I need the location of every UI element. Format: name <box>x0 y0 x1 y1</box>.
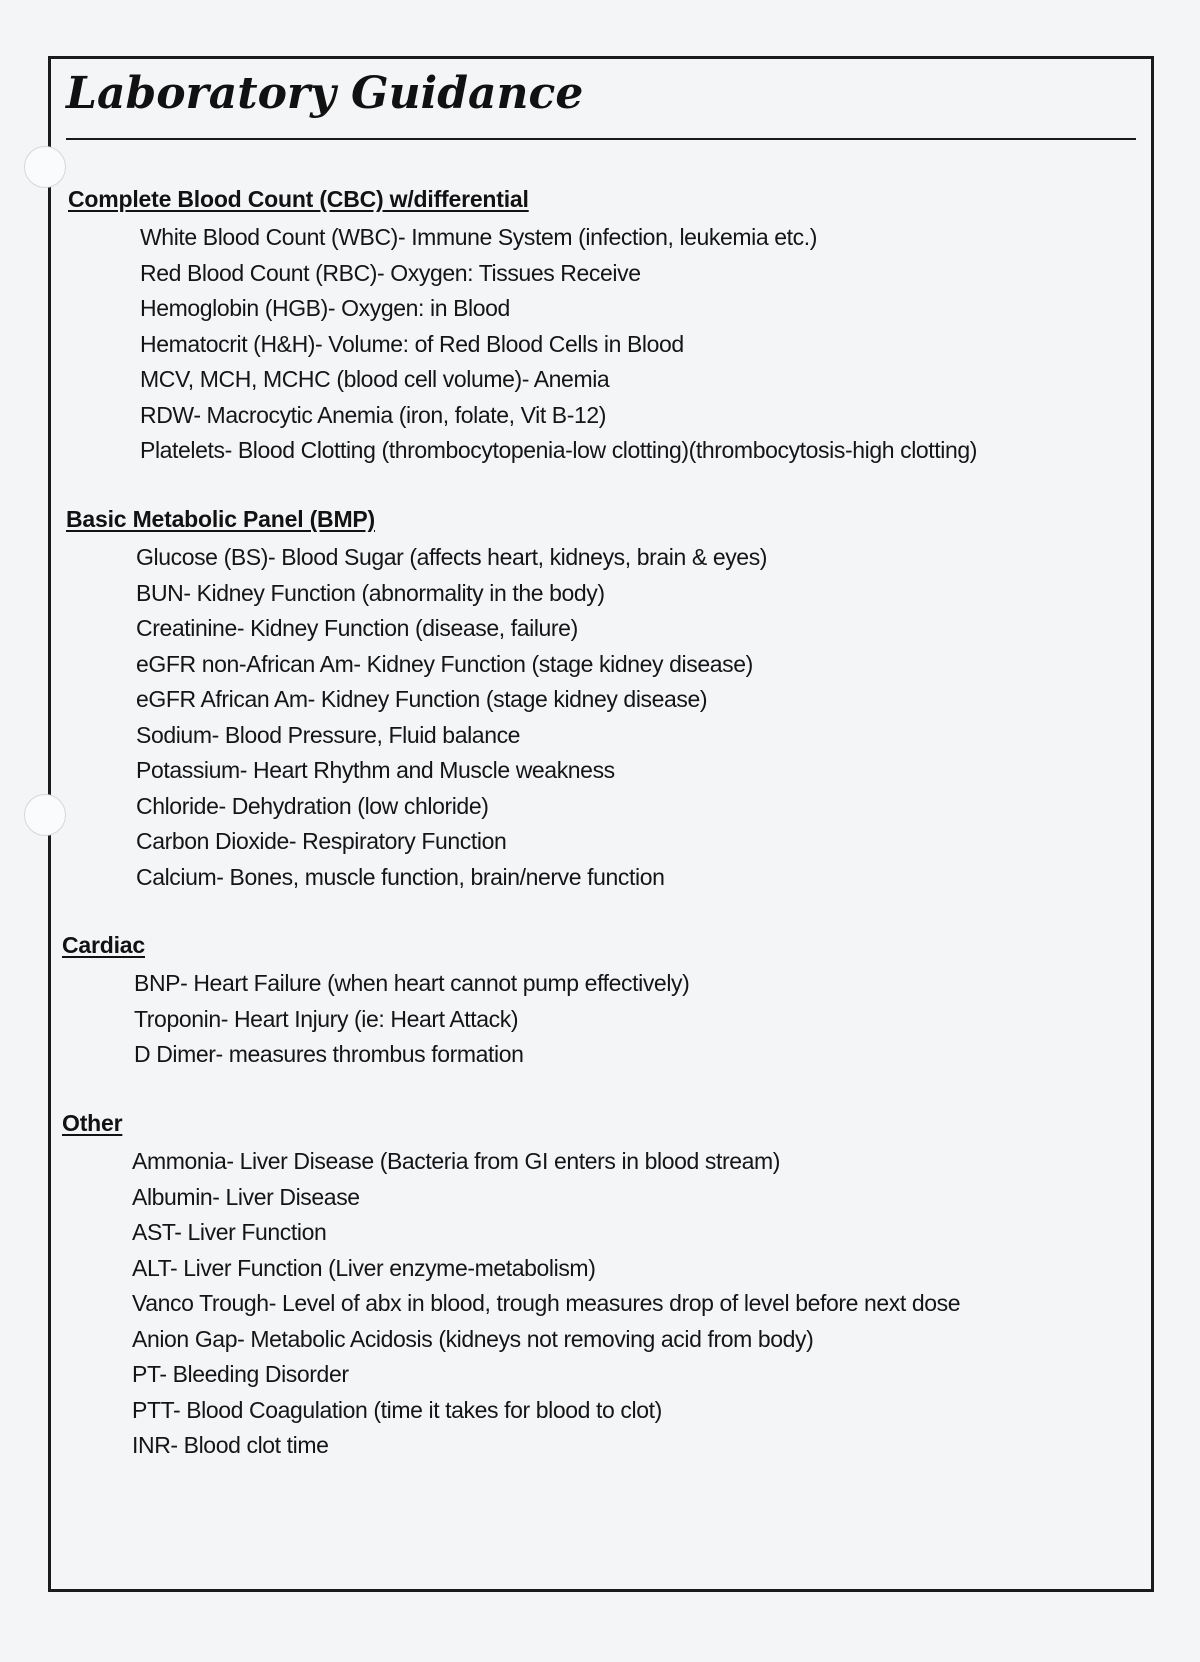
list-item: Red Blood Count (RBC)- Oxygen: Tissues Receive <box>140 259 641 286</box>
list-item: Platelets- Blood Clotting (thrombocytopenia-low clotting)(thrombocytosis-high clotting) <box>140 437 978 463</box>
list-item: Ammonia- Liver Disease (Bacteria from GI enters in blood stream) <box>132 1148 781 1174</box>
list-item: PT- Bleeding Disorder <box>132 1361 349 1387</box>
cbc-list <box>140 220 977 469</box>
section-heading-other: Other <box>62 1110 123 1136</box>
list-item: RDW- Macrocytic Anemia (iron, folate, Vit B-12) <box>140 401 607 428</box>
list-item: Hemoglobin (HGB)- Oxygen: in Blood <box>140 295 510 321</box>
punch-hole-middle <box>24 794 66 836</box>
list-item: Albumin- Liver Disease <box>132 1183 360 1210</box>
list-item: Hematocrit (H&H)- Volume: of Red Blood Cells in Blood <box>140 330 684 357</box>
list-item: White Blood Count (WBC)- Immune System (infection, leukemia etc.) <box>140 224 818 250</box>
cardiac-list <box>134 966 689 1073</box>
section-heading-cbc: Complete Blood Count (CBC) w/differential <box>68 186 529 212</box>
list-item: BNP- Heart Failure (when heart cannot pump effectively) <box>134 970 690 996</box>
list-item: Chloride- Dehydration (low chloride) <box>136 792 489 819</box>
list-item: ALT- Liver Function (Liver enzyme-metabolism) <box>132 1254 596 1281</box>
list-item: Vanco Trough- Level of abx in blood, trough measures drop of level before next dose <box>132 1290 961 1316</box>
other-list <box>132 1144 960 1464</box>
bmp-list <box>136 540 767 895</box>
list-item: eGFR non-African Am- Kidney Function (stage kidney disease) <box>136 650 753 677</box>
punch-hole-top <box>24 146 66 188</box>
list-item: BUN- Kidney Function (abnormality in the body) <box>136 579 605 606</box>
list-item: PTT- Blood Coagulation (time it takes for blood to clot) <box>132 1396 662 1423</box>
list-item: D Dimer- measures thrombus formation <box>134 1041 524 1067</box>
list-item: AST- Liver Function <box>132 1219 327 1245</box>
list-item: Creatinine- Kidney Function (disease, failure) <box>136 615 578 641</box>
list-item: Potassium- Heart Rhythm and Muscle weakness <box>136 757 615 783</box>
list-item: INR- Blood clot time <box>132 1432 329 1458</box>
list-item: Glucose (BS)- Blood Sugar (affects heart, kidneys, brain & eyes) <box>136 544 768 570</box>
section-heading-bmp: Basic Metabolic Panel (BMP) <box>66 506 376 532</box>
list-item: Troponin- Heart Injury (ie: Heart Attack) <box>134 1005 519 1032</box>
list-item: eGFR African Am- Kidney Function (stage kidney disease) <box>136 686 708 712</box>
list-item: Calcium- Bones, muscle function, brain/nerve function <box>136 863 665 890</box>
list-item: MCV, MCH, MCHC (blood cell volume)- Anemia <box>140 366 610 392</box>
section-heading-cardiac: Cardiac <box>62 932 145 958</box>
list-item: Carbon Dioxide- Respiratory Function <box>136 828 507 854</box>
title-divider <box>66 138 1136 140</box>
page-title: Laboratory Guidance <box>66 68 584 119</box>
list-item: Sodium- Blood Pressure, Fluid balance <box>136 721 521 748</box>
list-item: Anion Gap- Metabolic Acidosis (kidneys not removing acid from body) <box>132 1325 814 1352</box>
